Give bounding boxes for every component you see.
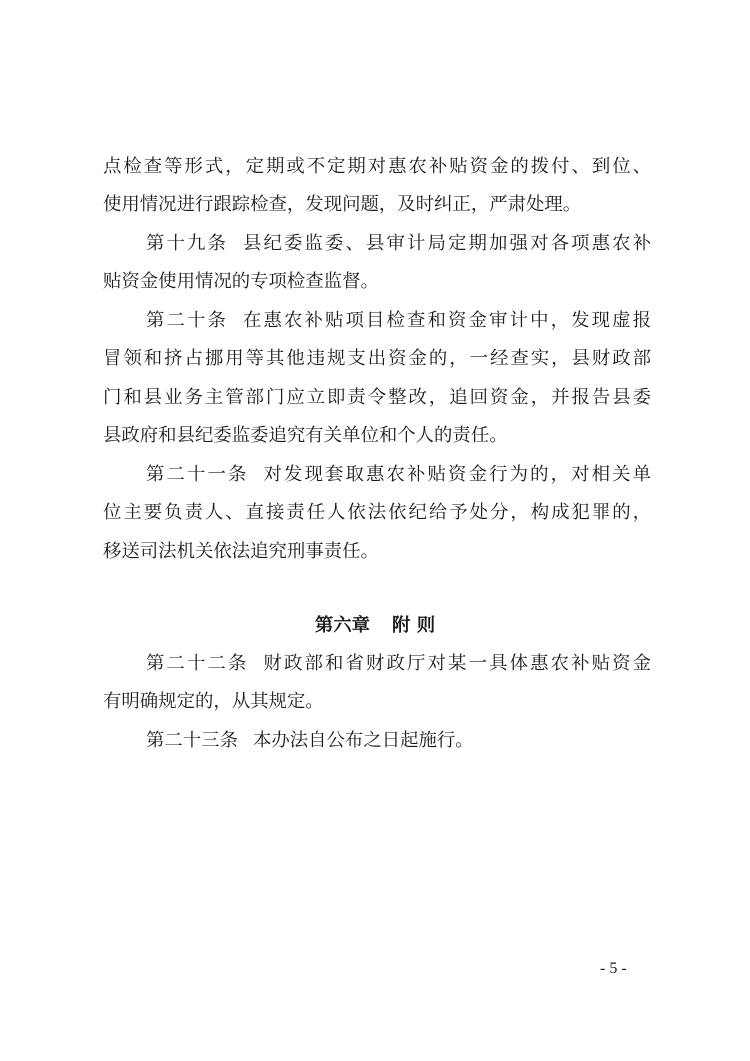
paragraph-line: 移送司法机关依法追究刑事责任。 xyxy=(103,541,379,562)
article-number: 第二十一条 xyxy=(146,464,249,485)
paragraph-line: 有明确规定的，从其规定。 xyxy=(103,691,324,712)
chapter-heading xyxy=(0,612,750,640)
article-text: 本办法自公布之日起施行。 xyxy=(252,730,474,751)
article-23-first-line xyxy=(146,728,651,754)
article-text: 县纪委监委、县审计局定期加强对各项惠农补 xyxy=(243,233,651,254)
article-text: 在惠农补贴项目检查和资金审计中，发现虚报 xyxy=(243,310,651,331)
paragraph-line: 贴资金使用情况的专项检查监督。 xyxy=(103,271,379,292)
paragraph-line: 使用情况进行跟踪检查，发现问题，及时纠正，严肃处理。 xyxy=(103,194,582,215)
paragraph-line: 门和县业务主管部门应立即责令整改，追回资金，并报告县委 xyxy=(103,387,651,408)
article-number: 第二十条 xyxy=(146,310,229,331)
paragraph-line: 位主要负责人、直接责任人依法依纪给予处分，构成犯罪的， xyxy=(103,502,651,523)
paragraph-line: 点检查等形式，定期或不定期对惠农补贴资金的拨付、到位、 xyxy=(103,156,651,177)
chapter-title: 附 则 xyxy=(392,615,436,636)
article-20-first-line xyxy=(146,308,651,334)
page-number: - 5 - xyxy=(600,960,627,977)
paragraph-line: 冒领和挤占挪用等其他违规支出资金的，一经查实，县财政部 xyxy=(103,348,651,369)
chapter-number: 第六章 xyxy=(314,615,370,636)
article-19-first-line xyxy=(146,231,651,257)
article-number: 第二十二条 xyxy=(146,653,249,674)
article-text: 财政部和省财政厅对某一具体惠农补贴资金 xyxy=(263,653,651,674)
article-text: 对发现套取惠农补贴资金行为的，对相关单 xyxy=(263,464,651,485)
article-22-first-line xyxy=(146,651,651,677)
article-number: 第十九条 xyxy=(146,233,229,254)
article-21-first-line xyxy=(146,462,651,488)
paragraph-line: 县政府和县纪委监委追究有关单位和个人的责任。 xyxy=(103,425,508,446)
article-number: 第二十三条 xyxy=(146,730,238,751)
